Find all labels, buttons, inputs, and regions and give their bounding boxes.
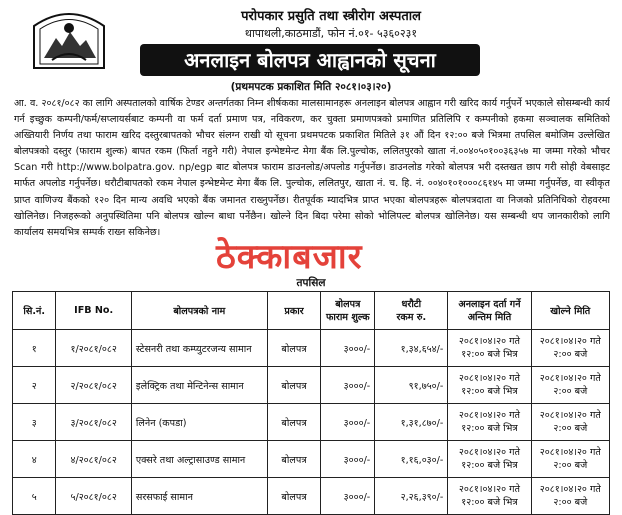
cell-bond: १,३४,६५४/- (375, 330, 448, 367)
header-fee-line2: फाराम शुल्क (326, 311, 370, 323)
cell-open (531, 367, 609, 404)
cell-type: बोलपत्र (267, 330, 321, 367)
cell-open-date: २०८१।०४।२० गते (539, 484, 601, 495)
cell-fee: ३०००/- (321, 330, 375, 367)
cell-ifb: ४/२०८१/०८२ (56, 441, 131, 478)
cell-open (531, 441, 609, 478)
cell-reg-time: १२:०० बजे भित्र (461, 423, 518, 434)
cell-type: बोलपत्र (267, 367, 321, 404)
cell-reg-time: १२:०० बजे भित्र (461, 460, 518, 471)
cell-ifb: २/२०८१/०८२ (56, 367, 131, 404)
cell-reg (448, 330, 531, 367)
cell-open-time: २:०० बजे (553, 423, 588, 434)
cell-open-date: २०८१।०४।२० गते (539, 447, 601, 458)
cell-fee: ३०००/- (321, 441, 375, 478)
cell-fee: ३०००/- (321, 367, 375, 404)
header-open: खोल्ने मिति (531, 292, 609, 330)
cell-bond: २,२६,३९०/- (375, 478, 448, 515)
cell-reg (448, 441, 531, 478)
cell-open-date: २०८१।०४।२० गते (539, 410, 601, 421)
cell-fee: ३०००/- (321, 404, 375, 441)
hospital-address: थापाथली,काठमाडौं, फोन नं.०१- ५३६०२३१ (244, 27, 418, 40)
cell-reg-time: १२:०० बजे भित्र (461, 386, 518, 397)
cell-reg-date: २०८१।०४।२० गते (458, 373, 521, 384)
cell-name: स्टेसनरी तथा कम्प्युटरजन्य सामान (131, 330, 267, 367)
cell-reg (448, 367, 531, 404)
table-caption: तपसिल (296, 277, 326, 289)
header-ifb: IFB No. (56, 292, 131, 330)
cell-reg (448, 478, 531, 515)
cell-reg-date: २०८१।०४।२० गते (458, 484, 521, 495)
cell-ifb: १/२०८१/०८२ (56, 330, 131, 367)
cell-reg-time: १२:०० बजे भित्र (461, 349, 518, 360)
cell-name: इलेक्ट्रिक तथा मेन्टिनेन्स सामान (131, 367, 267, 404)
publication-date: (प्रथमपटक प्रकाशित मिति २०८१।०३।२०) (230, 81, 392, 93)
notice-title: अनलाइन बोलपत्र आह्वानको सूचना (140, 44, 480, 76)
watermark: ठेक्काबजार (216, 237, 363, 277)
cell-name: एक्सरे तथा अल्ट्रासाउण्ड सामान (131, 441, 267, 478)
table-row (13, 404, 610, 441)
table-header-row (13, 292, 610, 330)
header-bond (375, 292, 448, 330)
cell-sn: ३ (13, 404, 56, 441)
cell-open-time: २:०० बजे (553, 497, 588, 508)
cell-ifb: ५/२०८१/०८२ (56, 478, 131, 515)
header-reg-line1: अनलाइन दर्ता गर्ने (458, 298, 521, 310)
cell-sn: २ (13, 367, 56, 404)
table-row (13, 441, 610, 478)
header-reg-line2: अन्तिम मिति (467, 311, 512, 323)
cell-open-date: २०८१।०४।२० गते (539, 373, 601, 384)
cell-name: सरसफाई सामान (131, 478, 267, 515)
cell-reg-date: २०८१।०४।२० गते (458, 336, 521, 347)
table-row (13, 330, 610, 367)
cell-bond: ९१,७५०/- (375, 367, 448, 404)
cell-reg-date: २०८१।०४।२० गते (458, 447, 521, 458)
cell-reg-date: २०८१।०४।२० गते (458, 410, 521, 421)
cell-bond: १,३१,८७०/- (375, 404, 448, 441)
cell-reg (448, 404, 531, 441)
cell-open (531, 404, 609, 441)
table-row (13, 367, 610, 404)
cell-ifb: ३/२०८१/०८२ (56, 404, 131, 441)
notice-body-text: आ. व. २०८१/०८२ का लागि अस्पतालको वार्षिक टेण्डर अन्तर्गतका निम्न शीर्षकका मालसामानहरू अनलाइन बोलपत्र आह्वान गरी खरिद कार्य गर्नुपर्ने भएकाले सोसम्बन्धी कार्य गर्न इच्छुक कम्पनी/फर्म/सप्लायर्सबाट कम्पनी वा फर्म दर्ता प्रमाण पत्र, नविकरण, कर चुक्ता प्रमाणपत्रको प्रमाणित प्रतिलिपि र कम्पनीको हकमा सञ्चालक समितिको अख्तियारी निर्णय तथा फाराम खरिद दस्तुरबापतको भौचर संलग्न राखी यो सूचना प्रथमपटक प्रकाशित मितिले ३१ औं दिन १२:०० बजे भित्रमा तपसिल बमोजिम उल्लेखित बोलपत्रको दस्तुर (फाराम शुल्क) बापत रकम (फिर्ता नहुने गरी) नेपाल इन्भेष्टमेन्ट मेगा बैंक लि.पुल्चोक, ललितपुरको खाता नं.००४०५०१००३६३५७ मा जम्मा गरेको भौचर Scan गरी http://www.bolpatra.gov. np/egp बाट बोलपत्र फाराम डाउनलोड/अपलोड गर्नुपर्नेछ। डाउनलोड गरेको बोलपत्र भरी दस्तखत छाप गरी सोही वेबसाइट मार्फत अपलोड गर्नुपर्नेछ। धरौटीबापतको रकम नेपाल इन्भेष्टमेन्ट मेगा बैंक लि. पुल्चोक, ललितपुर, खाता नं. च. हि. नं. ००४०१०१०००८६१४५ मा जम्मा गर्नुपर्नेछ, वा स्वीकृत प्राप्त वाणिज्य बैंकको १२० दिन मान्य अवधि भएको बैंक जमानत राख्नुपर्नेछ। रीतपूर्वक म्यादभित्र प्राप्त भएका बोलपत्रहरू बोलपत्रदाता वा निजको प्रतिनिधिको रोहवरमा खोलिनेछ। निजहरूको अनुपस्थितिमा पनि बोलपत्र खोल्न बाधा पर्नेछैन। खोल्ने दिन बिदा परेमा सोको भोलिपल्ट बोलपत्र खोलिनेछ। यस सम्बन्धी थप जानकारीको लागि कार्यालय समयभित्र सम्पर्क राख्न सकिनेछ। (14, 98, 610, 238)
cell-open (531, 478, 609, 515)
header-fee-line1: बोलपत्र (335, 298, 361, 310)
cell-reg-time: १२:०० बजे भित्र (461, 497, 518, 508)
cell-type: बोलपत्र (267, 441, 321, 478)
header-bond-line1: धरौटी (401, 298, 422, 310)
cell-open (531, 330, 609, 367)
cell-type: बोलपत्र (267, 478, 321, 515)
header-type: प्रकार (267, 292, 321, 330)
table-row (13, 478, 610, 515)
cell-open-date: २०८१।०४।२० गते (539, 336, 601, 347)
cell-sn: १ (13, 330, 56, 367)
cell-open-time: २:०० बजे (553, 349, 588, 360)
cell-type: बोलपत्र (267, 404, 321, 441)
header-name: बोलपत्रको नाम (131, 292, 267, 330)
header-sn: सि.नं. (13, 292, 56, 330)
hospital-name: परोपकार प्रसुति तथा स्त्रीरोग अस्पताल (241, 9, 421, 24)
header-reg (448, 292, 531, 330)
cell-sn: ५ (13, 478, 56, 515)
cell-sn: ४ (13, 441, 56, 478)
cell-open-time: २:०० बजे (553, 460, 588, 471)
header-fee (321, 292, 375, 330)
cell-open-time: २:०० बजे (553, 386, 588, 397)
tender-table (12, 291, 610, 515)
cell-bond: १,१६,०३०/- (375, 441, 448, 478)
header-bond-line2: रकम रु. (396, 311, 427, 323)
cell-fee: ३०००/- (321, 478, 375, 515)
cell-name: लिनेन (कपडा) (131, 404, 267, 441)
